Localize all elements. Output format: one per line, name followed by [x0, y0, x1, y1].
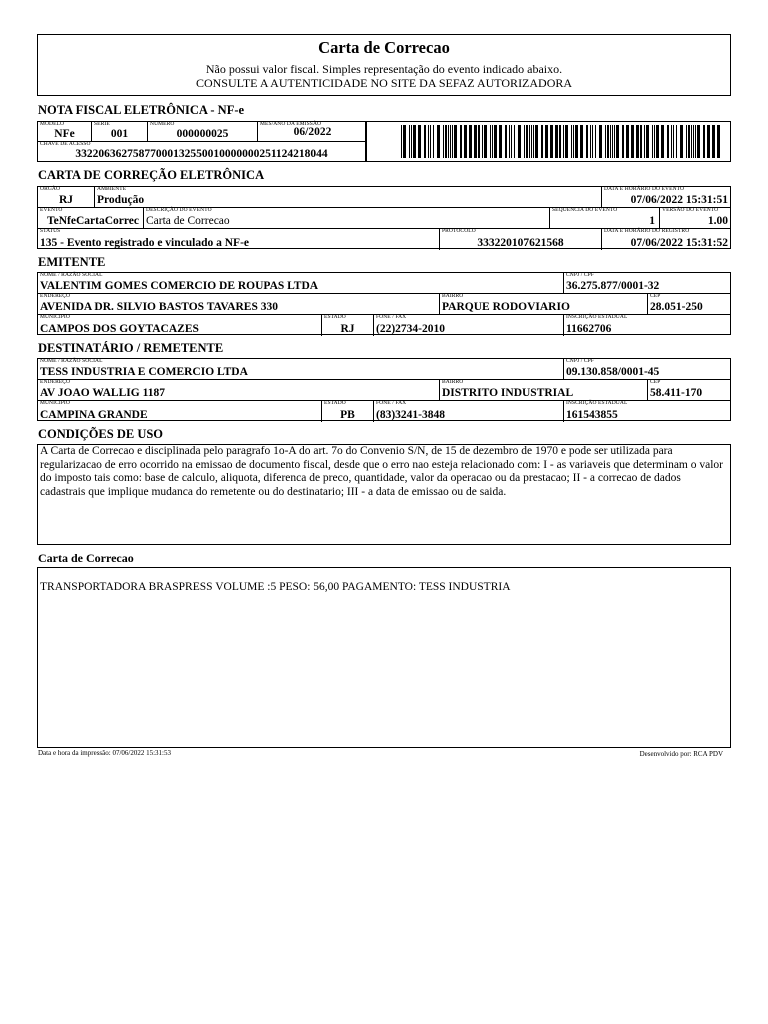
nfe-box — [37, 121, 366, 162]
chave-field — [38, 142, 365, 162]
orgao-field — [38, 187, 95, 207]
numero-label: NUMERO — [150, 121, 175, 127]
emitente-row-1 — [38, 273, 730, 294]
emitente-cnpj-label: CNPJ / CPF — [566, 272, 594, 278]
versao-field — [660, 208, 732, 228]
emitente-nome-field — [38, 273, 564, 293]
barcode — [401, 125, 721, 158]
emitente-row-3 — [38, 315, 730, 336]
descricao-field — [144, 208, 550, 228]
destinatario-nome-value: TESS INDUSTRIA E COMERCIO LTDA — [40, 366, 248, 378]
cce-box — [37, 186, 731, 249]
emitente-endereco-value: AVENIDA DR. SILVIO BASTOS TAVARES 330 — [40, 301, 278, 313]
orgao-label: ORGÃO — [40, 186, 61, 192]
mes-ano-field — [258, 122, 367, 141]
destinatario-cep-value: 58.411-170 — [650, 387, 703, 399]
sequencia-value: 1 — [649, 215, 655, 227]
header-authenticity-note: CONSULTE A AUTENTICIDADE NO SITE DA SEFAZ AUTORIZADORA — [195, 76, 573, 90]
condicoes-text: A Carta de Correcao e disciplinada pelo paragrafo 1o-A do art. 7o do Convenio S/N, de 15 de dezembro de 1970 e pode ser utilizada para regularizacao de erro ocorrido na emissao de documento fiscal, desde que o erro nao esteja relacionado com: I - as variaveis que determinam o valor do imposto tais como: base de calculo, aliquota, diferenca de preco, quantidade, valor da operacao ou da prestacao; II - a correcao de dados cadastrais que implique mudanca do remetente ou do destinatario; III - a data de emissao ou de saida. — [40, 445, 724, 498]
protocolo-value: 333220107621568 — [477, 237, 564, 249]
print-timestamp: Data e hora da impressão: 07/06/2022 15:31:53 — [38, 749, 171, 757]
emitente-row-2 — [38, 294, 730, 315]
serie-label: SERIE — [94, 121, 110, 127]
correcao-text: TRANSPORTADORA BRASPRESS VOLUME :5 PESO: 56,00 PAGAMENTO: TESS INDUSTRIA — [40, 581, 511, 593]
emitente-estado-field — [322, 315, 374, 336]
correcao-section-title: Carta de Correcao — [38, 551, 134, 565]
destinatario-cnpj-value: 09.130.858/0001-45 — [566, 366, 660, 378]
modelo-label: MODELO — [40, 121, 65, 127]
destinatario-cnpj-field — [564, 359, 732, 379]
numero-field — [148, 122, 258, 141]
serie-field — [92, 122, 148, 141]
emitente-ie-value: 11662706 — [566, 323, 612, 335]
destinatario-cep-field — [648, 380, 732, 400]
chave-value: 33220636275877000132550010000000251124218044 — [75, 148, 328, 160]
cce-row-1 — [38, 187, 730, 208]
status-label: STATUS — [40, 228, 61, 234]
destinatario-fone-field — [374, 401, 564, 422]
destinatario-nome-label: NOME / RAZÃO SOCIAL — [40, 358, 103, 364]
emitente-cep-value: 28.051-250 — [650, 301, 703, 313]
emitente-bairro-label: BAIRRO — [442, 293, 464, 299]
versao-value: 1.00 — [707, 215, 728, 227]
destinatario-ie-field — [564, 401, 732, 422]
destinatario-municipio-label: MUNICIPIO — [40, 400, 70, 406]
header-note: Não possui valor fiscal. Simples representação do evento indicado abaixo. — [205, 62, 563, 76]
evento-field — [38, 208, 144, 228]
data-evento-value: 07/06/2022 15:31:51 — [630, 194, 728, 206]
descricao-value: Carta de Correcao — [146, 215, 230, 227]
emitente-municipio-label: MUNICIPIO — [40, 314, 70, 320]
emitente-cnpj-value: 36.275.877/0001-32 — [566, 280, 660, 292]
status-value: 135 - Evento registrado e vinculado a NF-e — [40, 237, 250, 249]
data-evento-label: DATA E HORÁRIO DO EVENTO — [604, 186, 685, 192]
condicoes-section-title: CONDIÇÕES DE USO — [38, 427, 164, 441]
versao-label: VERSÃO DO EVENTO — [662, 207, 719, 213]
emitente-cep-label: CEP — [650, 293, 661, 299]
emitente-bairro-field — [440, 294, 648, 314]
destinatario-fone-label: FONE / FAX — [376, 400, 407, 406]
barcode-box — [366, 121, 731, 162]
destinatario-endereco-label: ENDEREÇO — [40, 379, 71, 385]
destinatario-bairro-field — [440, 380, 648, 400]
emitente-estado-value: RJ — [340, 323, 355, 335]
destinatario-box — [37, 358, 731, 421]
protocolo-field — [440, 229, 602, 250]
destinatario-municipio-field — [38, 401, 322, 422]
destinatario-cnpj-label: CNPJ / CPF — [566, 358, 594, 364]
destinatario-ie-value: 161543855 — [566, 409, 618, 421]
data-evento-field — [602, 187, 732, 207]
emitente-cnpj-field — [564, 273, 732, 293]
sequencia-label: SEQUENCIA DO EVENTO — [552, 207, 618, 213]
destinatario-fone-value: (83)3241-3848 — [376, 409, 445, 421]
ambiente-field — [95, 187, 602, 207]
header-box — [37, 34, 731, 96]
destinatario-cep-label: CEP — [650, 379, 661, 385]
condicoes-box — [37, 444, 731, 545]
destinatario-estado-value: PB — [340, 409, 355, 421]
emitente-endereco-field — [38, 294, 440, 314]
mes-ano-label: MES/ANO DA EMISSÃO — [260, 121, 322, 127]
emitente-cep-field — [648, 294, 732, 314]
numero-value: 000000025 — [176, 128, 229, 140]
destinatario-estado-field — [322, 401, 374, 422]
evento-label: EVENTO — [40, 207, 63, 213]
destinatario-nome-field — [38, 359, 564, 379]
emitente-fone-field — [374, 315, 564, 336]
destinatario-section-title: DESTINATÁRIO / REMETENTE — [38, 341, 224, 355]
destinatario-endereco-value: AV JOAO WALLIG 1187 — [40, 387, 165, 399]
nfe-row-1 — [38, 122, 365, 142]
protocolo-label: PROTOCOLO — [442, 228, 476, 234]
emitente-estado-label: ESTADO — [324, 314, 346, 320]
document-title: Carta de Correcao — [318, 38, 450, 57]
emitente-municipio-value: CAMPOS DOS GOYTACAZES — [40, 323, 199, 335]
emitente-ie-label: INSCRIÇÃO ESTADUAL — [566, 314, 628, 320]
serie-value: 001 — [110, 128, 129, 140]
destinatario-ie-label: INSCRIÇÃO ESTADUAL — [566, 400, 628, 406]
developer-credit: Desenvolvido por: RCA PDV — [639, 750, 723, 758]
destinatario-bairro-value: DISTRITO INDUSTRIAL — [442, 387, 574, 399]
emitente-ie-field — [564, 315, 732, 336]
emitente-box — [37, 272, 731, 335]
orgao-value: RJ — [58, 194, 74, 206]
destinatario-estado-label: ESTADO — [324, 400, 346, 406]
destinatario-bairro-label: BAIRRO — [442, 379, 464, 385]
data-registro-label: DATA E HORÁRIO DO REGISTRO — [604, 228, 690, 234]
destinatario-municipio-value: CAMPINA GRANDE — [40, 409, 148, 421]
emitente-nome-label: NOME / RAZÃO SOCIAL — [40, 272, 103, 278]
correcao-box — [37, 567, 731, 748]
status-field — [38, 229, 440, 250]
emitente-section-title: EMITENTE — [38, 255, 106, 269]
emitente-bairro-value: PARQUE RODOVIARIO — [442, 301, 570, 313]
ambiente-label: AMBIENTE — [97, 186, 127, 192]
emitente-fone-label: FONE / FAX — [376, 314, 407, 320]
sequencia-field — [550, 208, 660, 228]
cce-row-2 — [38, 208, 730, 229]
ambiente-value: Produção — [97, 194, 145, 206]
nfe-section-title: NOTA FISCAL ELETRÔNICA - NF-e — [38, 103, 245, 117]
mes-ano-value: 06/2022 — [293, 126, 332, 138]
modelo-value: NFe — [54, 128, 75, 140]
cce-section-title: CARTA DE CORREÇÃO ELETRÔNICA — [38, 168, 265, 182]
data-registro-field — [602, 229, 732, 250]
emitente-nome-value: VALENTIM GOMES COMERCIO DE ROUPAS LTDA — [40, 280, 319, 292]
destinatario-endereco-field — [38, 380, 440, 400]
emitente-municipio-field — [38, 315, 322, 336]
cce-row-3 — [38, 229, 730, 250]
modelo-field — [38, 122, 92, 141]
descricao-label: DESCRIÇÃO DO EVENTO — [146, 207, 212, 213]
destinatario-row-3 — [38, 401, 730, 422]
chave-label: CHAVE DE ACESSO — [40, 141, 91, 147]
destinatario-row-2 — [38, 380, 730, 401]
emitente-fone-value: (22)2734-2010 — [376, 323, 445, 335]
destinatario-row-1 — [38, 359, 730, 380]
emitente-endereco-label: ENDEREÇO — [40, 293, 71, 299]
evento-value: TeNfeCartaCorrec — [47, 215, 139, 227]
data-registro-value: 07/06/2022 15:31:52 — [630, 237, 728, 249]
